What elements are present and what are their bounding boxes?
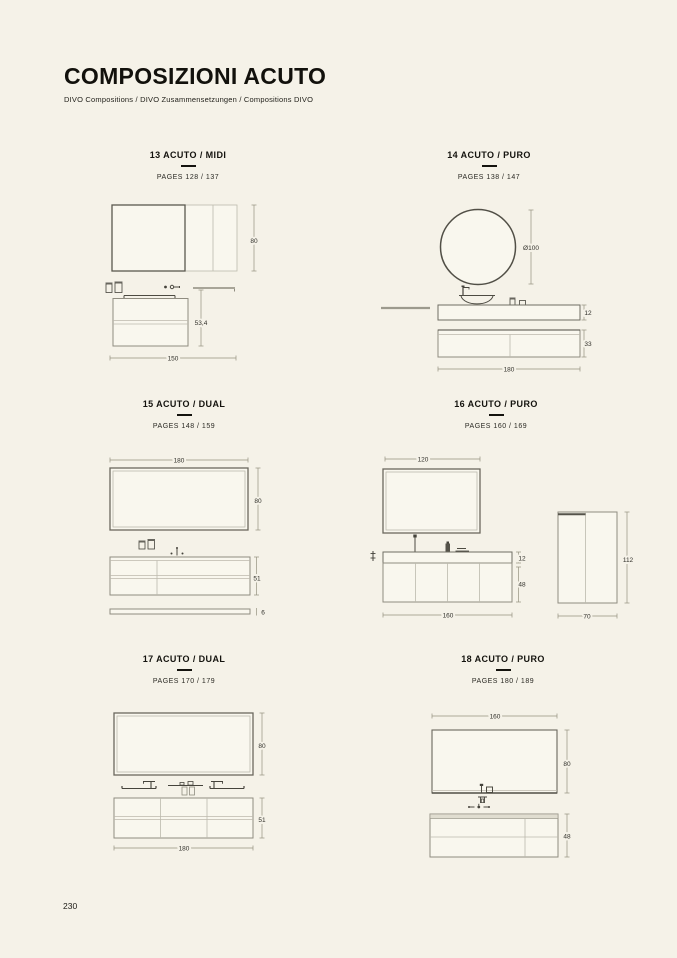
composition-pages: PAGES 138 / 147 <box>457 174 521 181</box>
dim-total-width: 150 <box>167 355 179 363</box>
vanity-unit <box>110 557 250 595</box>
composition-title: 18 ACUTO / PURO <box>461 654 545 664</box>
dim-mirror-height: 80 <box>254 498 262 505</box>
vanity-height-dimension <box>563 814 571 857</box>
accessory-cups-icon <box>510 298 526 306</box>
mirror-cabinet-front <box>112 205 237 271</box>
composition-title: 17 ACUTO / DUAL <box>142 654 226 664</box>
countertop <box>383 552 512 563</box>
drawer-unit <box>438 330 580 357</box>
countertop-height-dimension <box>516 552 526 563</box>
title-divider <box>496 669 511 671</box>
composition-title: 15 ACUTO / DUAL <box>142 399 226 409</box>
storage-boxes-icon <box>106 282 123 293</box>
mirror-height-dimension <box>258 713 266 775</box>
vanity-height-dimension <box>253 557 261 595</box>
composition-13-drawing <box>95 195 275 370</box>
mirror-width-dimension <box>385 457 480 464</box>
tray-icon <box>456 549 470 552</box>
title-divider <box>177 414 192 416</box>
page-title: COMPOSIZIONI ACUTO <box>64 63 327 89</box>
mirror-height-dimension <box>563 730 571 793</box>
composition-18-header <box>423 654 583 685</box>
mirror-width-dimension <box>432 714 557 721</box>
tall-column-cabinet <box>558 512 617 603</box>
composition-15-drawing <box>95 450 285 625</box>
dim-vanity-height: 51 <box>258 817 266 824</box>
storage-boxes-icon <box>139 540 156 550</box>
composition-pages: PAGES 180 / 189 <box>471 678 535 685</box>
dim-vanity-height: 51 <box>253 575 261 583</box>
dim-vanity-height: 53,4 <box>194 320 208 327</box>
title-divider <box>181 165 196 167</box>
wall-hook-icon <box>371 551 376 561</box>
left-basin-faucet-icon <box>122 782 156 789</box>
dim-mirror-height: 80 <box>563 761 571 768</box>
faucet-icon <box>171 547 184 556</box>
vanity-height-dimension <box>195 290 208 346</box>
dim-mirror-diameter: Ø100 <box>523 245 539 252</box>
composition-13-header <box>108 150 268 181</box>
mirror <box>383 469 480 533</box>
title-divider <box>489 414 504 416</box>
composition-title: 16 ACUTO / PURO <box>454 399 538 409</box>
mirror <box>114 713 253 775</box>
base-cabinet <box>383 563 512 602</box>
title-divider <box>482 165 497 167</box>
dim-shelf-height: 6 <box>261 609 265 617</box>
shelf-height-dimension <box>257 608 266 617</box>
vanity-unit <box>113 299 188 347</box>
vanity-unit <box>114 798 253 838</box>
height-dimension <box>250 205 258 271</box>
right-basin-faucet-icon <box>210 782 244 789</box>
dim-column-height: 112 <box>622 557 634 564</box>
drawer-height-dimension <box>582 330 592 357</box>
faucet-icon <box>164 285 179 288</box>
dim-vanity-height: 48 <box>563 833 571 841</box>
composition-16-header <box>416 399 576 430</box>
round-mirror <box>441 210 516 285</box>
width-dimension <box>114 846 253 853</box>
composition-pages: PAGES 128 / 137 <box>156 174 220 181</box>
cabinet-height-dimension <box>516 567 526 602</box>
diameter-dimension <box>523 210 539 284</box>
composition-16-drawing <box>360 450 650 625</box>
dim-countertop-height: 12 <box>584 310 592 317</box>
composition-title: 13 ACUTO / MIDI <box>149 150 227 160</box>
countertop-height-dimension <box>582 305 592 320</box>
composition-15-header <box>104 399 264 430</box>
width-dimension <box>438 367 580 374</box>
vanity-width-dimension <box>383 613 512 620</box>
shelf-with-accessories-icon <box>168 782 203 796</box>
countertop <box>438 305 580 320</box>
composition-title: 14 ACUTO / PURO <box>447 150 531 160</box>
mirror <box>432 730 557 793</box>
composition-pages: PAGES 148 / 159 <box>152 423 216 430</box>
accessories-icon <box>468 804 490 809</box>
dim-countertop-height: 12 <box>518 555 526 563</box>
faucet-icon <box>478 797 487 803</box>
dim-mirror-width: 160 <box>489 713 501 721</box>
bottle-icon <box>446 542 451 553</box>
composition-pages: PAGES 160 / 169 <box>464 423 528 430</box>
dim-mirror-width: 120 <box>417 456 429 464</box>
dim-drawer-height: 33 <box>584 341 592 348</box>
composition-14-drawing <box>370 195 600 380</box>
vanity-unit <box>430 814 558 857</box>
column-height-dimension <box>623 512 634 603</box>
title-divider <box>177 669 192 671</box>
composition-14-header <box>409 150 569 181</box>
dim-mirror-height: 80 <box>250 238 258 245</box>
dim-vanity-width: 160 <box>442 612 454 620</box>
mirror-width-dimension <box>110 458 248 465</box>
page-subtitle: DIVO Compositions / DIVO Zusammensetzungen / Compositions DIVO <box>64 95 314 104</box>
dim-column-width: 70 <box>583 613 591 621</box>
dim-mirror-width: 180 <box>173 457 185 465</box>
tall-faucet-icon <box>413 535 416 553</box>
width-dimension <box>110 356 236 363</box>
mirror <box>110 468 248 530</box>
composition-17-header <box>104 654 264 685</box>
dim-total-width: 180 <box>503 366 515 374</box>
column-width-dimension <box>558 614 617 621</box>
mirror-height-dimension <box>254 468 262 530</box>
composition-pages: PAGES 170 / 179 <box>152 678 216 685</box>
composition-17-drawing <box>100 705 290 860</box>
dim-mirror-height: 80 <box>258 743 266 750</box>
low-shelf <box>110 609 250 614</box>
vessel-basin-icon <box>459 296 495 304</box>
dim-cabinet-height: 48 <box>518 581 526 589</box>
vanity-height-dimension <box>258 798 266 838</box>
composition-18-drawing <box>420 705 610 865</box>
page-number: 230 <box>63 901 78 911</box>
dim-total-width: 180 <box>178 845 190 853</box>
faucet-icon <box>462 286 470 296</box>
